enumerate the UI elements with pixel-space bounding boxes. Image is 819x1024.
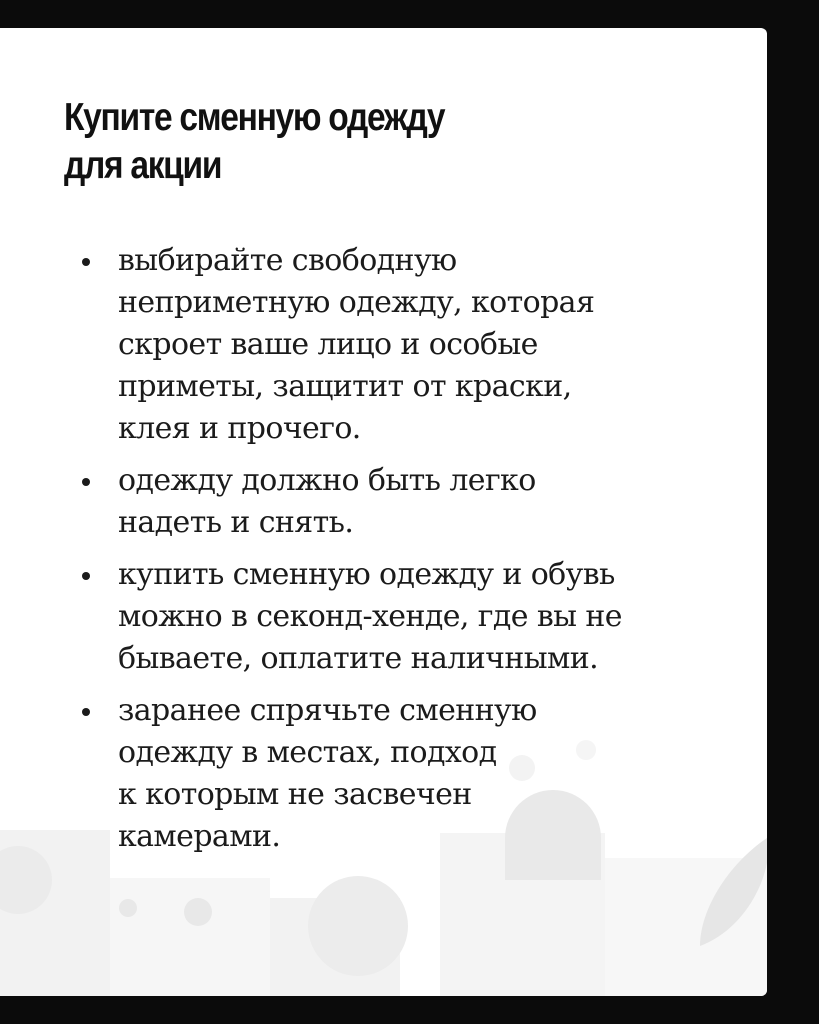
list-item xyxy=(82,240,722,450)
list-item-line: одежду должно быть легко xyxy=(118,463,536,498)
bullet-dot-icon xyxy=(82,258,90,266)
tips-list xyxy=(82,240,722,868)
list-item-line: бываете, оплатите наличными. xyxy=(118,641,599,676)
page-title xyxy=(64,94,614,190)
list-item-line: клея и прочего. xyxy=(118,411,361,446)
decor-circle xyxy=(308,876,408,976)
bullet-dot-icon xyxy=(82,478,90,486)
info-card xyxy=(0,28,767,996)
decor-block xyxy=(110,878,270,996)
list-item xyxy=(82,460,722,544)
decor-circle xyxy=(119,899,137,917)
title-line: Купите сменную одежду xyxy=(64,96,445,139)
list-item xyxy=(82,690,722,858)
bullet-dot-icon xyxy=(82,708,90,716)
list-item-line: к которым не засвечен xyxy=(118,777,472,812)
list-item-line: заранее спрячьте сменную xyxy=(118,693,537,728)
list-item-line: скроет ваше лицо и особые xyxy=(118,327,538,362)
bullet-dot-icon xyxy=(82,572,90,580)
list-item-line: одежду в местах, подход xyxy=(118,735,497,770)
list-item-line: можно в секонд-хенде, где вы не xyxy=(118,599,622,634)
list-item-line: выбирайте свободную xyxy=(118,243,457,278)
list-item xyxy=(82,554,722,680)
title-line: для акции xyxy=(64,144,222,187)
list-item-line: неприметную одежду, которая xyxy=(118,285,595,320)
list-item-line: надеть и снять. xyxy=(118,505,354,540)
list-item-line: камерами. xyxy=(118,819,281,854)
list-item-line: приметы, защитит от краски, xyxy=(118,369,572,404)
list-item-line: купить сменную одежду и обувь xyxy=(118,557,615,592)
decor-circle xyxy=(184,898,212,926)
